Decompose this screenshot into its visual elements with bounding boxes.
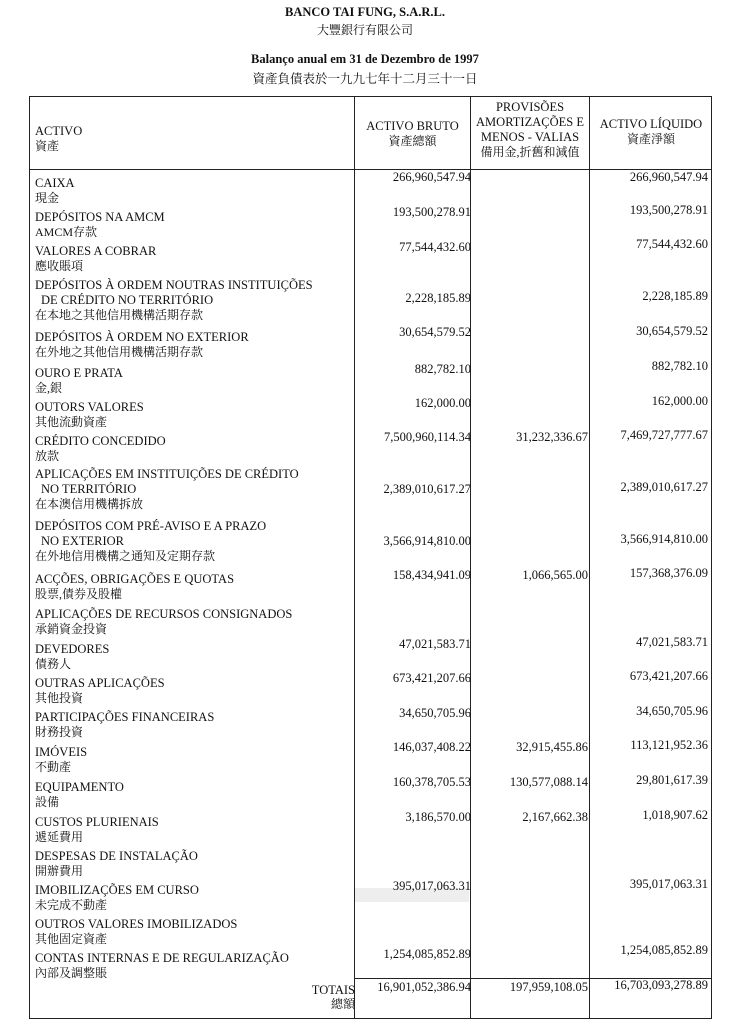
activo-bruto-value: 395,017,063.31 xyxy=(392,879,471,893)
header-bruto-label-chinese: 資產總額 xyxy=(388,134,437,148)
activo-liquido-value: 2,228,185.89 xyxy=(642,289,708,303)
row-label-chinese: 其他固定資產 xyxy=(35,932,108,946)
activo-bruto-value: 162,000.00 xyxy=(414,396,471,410)
activo-liquido-value: 1,018,907.62 xyxy=(642,808,708,822)
header-prov-line1: PROVISÕES xyxy=(495,100,565,114)
activo-bruto-value: 266,960,547.94 xyxy=(392,170,471,184)
header-activo-label-chinese: 資產 xyxy=(35,139,60,153)
row-label-chinese: 在外地信用機構之通知及定期存款 xyxy=(35,549,216,563)
row-label xyxy=(35,642,109,672)
row-label-chinese: 金,銀 xyxy=(35,381,63,395)
row-label-chinese: 開辦費用 xyxy=(35,864,84,878)
row-label-text: OUTORS VALORES xyxy=(35,400,144,414)
header-bruto-label: ACTIVO BRUTO xyxy=(366,119,459,133)
row-label-chinese: 股票,債券及股權 xyxy=(35,587,123,601)
activo-liquido-value: 157,368,376.09 xyxy=(629,566,708,580)
activo-bruto-value: 146,037,408.22 xyxy=(392,740,471,754)
row-label-chinese: 放款 xyxy=(35,449,60,463)
header-activo-liquido xyxy=(590,117,712,147)
document-title-chinese: 資產負債表於一九九七年十二月三十一日 xyxy=(252,72,478,86)
totals-label-chinese: 總額 xyxy=(330,997,355,1011)
activo-liquido-value: 395,017,063.31 xyxy=(629,877,708,891)
row-label-text: ACÇÕES, OBRIGAÇÕES E QUOTAS xyxy=(35,572,235,586)
activo-liquido-value: 7,469,727,777.67 xyxy=(620,428,708,442)
row-label xyxy=(35,400,144,430)
row-label-text: DEPÓSITOS COM PRÉ-AVISO E A PRAZO xyxy=(35,519,267,533)
row-label-text: NO EXTERIOR xyxy=(41,534,124,548)
provisoes-value: 32,915,455.86 xyxy=(516,740,588,754)
row-label-chinese: AMCM存款 xyxy=(35,225,98,239)
activo-bruto-value: 34,650,705.96 xyxy=(399,706,471,720)
row-label-text: DEPÓSITOS NA AMCM xyxy=(35,210,165,224)
activo-bruto-value: 30,654,579.52 xyxy=(399,325,471,339)
row-label xyxy=(35,244,156,274)
activo-liquido-value: 2,389,010,617.27 xyxy=(620,480,708,494)
header-liquido-label: ACTIVO LÍQUIDO xyxy=(599,117,703,131)
row-label-text: APLICAÇÕES EM INSTITUIÇÕES DE CRÉDITO xyxy=(35,467,299,481)
row-label xyxy=(35,366,123,396)
activo-liquido-value: 3,566,914,810.00 xyxy=(620,532,708,546)
activo-liquido-value: 47,021,583.71 xyxy=(636,635,708,649)
provisoes-value: 31,232,336.67 xyxy=(516,430,588,444)
header-provisoes xyxy=(471,100,589,160)
row-label xyxy=(35,330,249,360)
activo-bruto-value: 77,544,432.60 xyxy=(399,240,471,254)
row-label-text: OUTRAS APLICAÇÕES xyxy=(35,676,165,690)
row-label-text: CUSTOS PLURIENAIS xyxy=(35,815,159,829)
activo-liquido-value: 162,000.00 xyxy=(651,394,708,408)
total-activo-bruto: 16,901,052,386.94 xyxy=(377,980,471,994)
row-label-text: EQUIPAMENTO xyxy=(35,780,124,794)
row-label-chinese: 其他投資 xyxy=(35,691,84,705)
row-label xyxy=(35,849,198,879)
row-label-text: APLICAÇÕES DE RECURSOS CONSIGNADOS xyxy=(35,607,293,621)
document-title: Balanço anual em 31 de Dezembro de 1997 xyxy=(251,52,479,66)
row-label-chinese: 設備 xyxy=(35,795,60,809)
row-label-text: IMOBILIZAÇÕES EM CURSO xyxy=(35,883,199,897)
header-activo-bruto xyxy=(355,119,470,149)
header-activo xyxy=(35,124,82,154)
row-label-chinese: 在外地之其他信用機構活期存款 xyxy=(35,345,204,359)
activo-liquido-value: 34,650,705.96 xyxy=(636,704,708,718)
activo-liquido-value: 30,654,579.52 xyxy=(636,324,708,338)
row-label-text: DESPESAS DE INSTALAÇÃO xyxy=(35,849,198,863)
row-label xyxy=(35,710,214,740)
row-label-chinese: 未完成不動產 xyxy=(35,898,108,912)
row-label-chinese: 在本地之其他信用機構活期存款 xyxy=(35,308,204,322)
provisoes-value: 130,577,088.14 xyxy=(509,775,588,789)
totals-label xyxy=(312,983,355,1011)
row-label xyxy=(35,434,166,464)
row-label xyxy=(35,780,124,810)
row-label xyxy=(35,917,237,947)
activo-bruto-value: 193,500,278.91 xyxy=(392,205,471,219)
row-label xyxy=(35,176,75,206)
header-activo-label: ACTIVO xyxy=(35,124,83,138)
row-label xyxy=(35,607,292,637)
row-label-text: DEPÓSITOS À ORDEM NO EXTERIOR xyxy=(35,330,249,344)
row-label-text: PARTICIPAÇÕES FINANCEIRAS xyxy=(35,710,215,724)
column-divider xyxy=(354,96,355,1019)
activo-bruto-value: 158,434,941.09 xyxy=(392,568,471,582)
activo-bruto-value: 882,782.10 xyxy=(414,362,471,376)
activo-liquido-value: 29,801,617.39 xyxy=(636,773,708,787)
totals-label-text: TOTAIS xyxy=(311,983,355,997)
bank-name-chinese: 大豐銀行有限公司 xyxy=(316,23,413,37)
total-provisoes: 197,959,108.05 xyxy=(509,980,588,994)
header-liquido-label-chinese: 資產淨額 xyxy=(626,132,675,146)
header-prov-line3: MENOS - VALIAS xyxy=(480,130,580,144)
row-label-text: CRÉDITO CONCEDIDO xyxy=(35,434,166,448)
activo-bruto-value: 2,228,185.89 xyxy=(405,291,471,305)
row-label xyxy=(35,815,159,845)
activo-liquido-value: 77,544,432.60 xyxy=(636,237,708,251)
row-label-chinese: 債務人 xyxy=(35,657,72,671)
row-label-chinese: 現金 xyxy=(35,191,60,205)
row-label xyxy=(35,467,299,512)
header-divider xyxy=(29,169,712,170)
row-label xyxy=(35,210,165,240)
header-prov-line2: AMORTIZAÇÕES E xyxy=(476,115,584,129)
row-label xyxy=(35,278,313,323)
activo-bruto-value: 1,254,085,852.89 xyxy=(383,947,471,961)
activo-liquido-value: 882,782.10 xyxy=(651,359,708,373)
row-label xyxy=(35,519,266,564)
row-label-text: DEPÓSITOS À ORDEM NOUTRAS INSTITUIÇÕES xyxy=(35,278,313,292)
row-label-chinese: 應收賬項 xyxy=(35,259,84,273)
row-label-chinese: 承銷資金投資 xyxy=(35,622,108,636)
row-label xyxy=(35,572,234,602)
row-label-text: OUTROS VALORES IMOBILIZADOS xyxy=(35,917,238,931)
row-label xyxy=(35,676,165,706)
activo-liquido-value: 1,254,085,852.89 xyxy=(620,943,708,957)
row-label-text: DEVEDORES xyxy=(35,642,110,656)
row-label-chinese: 在本澳信用機構拆放 xyxy=(35,497,144,511)
row-label-chinese: 內部及調整賬 xyxy=(35,966,108,980)
row-label xyxy=(35,745,87,775)
activo-liquido-value: 266,960,547.94 xyxy=(629,170,708,184)
activo-bruto-value: 7,500,960,114.34 xyxy=(383,430,471,444)
activo-liquido-value: 673,421,207.66 xyxy=(629,669,708,683)
row-label-text: OURO E PRATA xyxy=(35,366,123,380)
column-divider xyxy=(589,96,590,1019)
activo-bruto-value: 3,186,570.00 xyxy=(405,810,471,824)
total-activo-liquido: 16,703,093,278.89 xyxy=(614,978,708,992)
activo-liquido-value: 113,121,952.36 xyxy=(630,738,708,752)
activo-bruto-value: 47,021,583.71 xyxy=(399,637,471,651)
provisoes-value: 2,167,662.38 xyxy=(522,810,588,824)
row-label xyxy=(35,951,289,981)
row-label-text: VALORES A COBRAR xyxy=(35,244,157,258)
provisoes-value: 1,066,565.00 xyxy=(522,568,588,582)
row-label-text: CONTAS INTERNAS E DE REGULARIZAÇÃO xyxy=(35,951,289,965)
row-label-chinese: 財務投資 xyxy=(35,725,84,739)
activo-bruto-value: 160,378,705.53 xyxy=(392,775,471,789)
header-prov-label-chinese: 備用金,折舊和減值 xyxy=(480,145,580,159)
row-label-text: IMÓVEIS xyxy=(35,745,88,759)
row-label-chinese: 不動產 xyxy=(35,760,72,774)
activo-bruto-value: 3,566,914,810.00 xyxy=(383,534,471,548)
row-label-chinese: 遞延費用 xyxy=(35,830,84,844)
row-label-text: NO TERRITÓRIO xyxy=(41,482,137,496)
bank-name: BANCO TAI FUNG, S.A.R.L. xyxy=(285,5,445,19)
row-label xyxy=(35,883,199,913)
activo-bruto-value: 673,421,207.66 xyxy=(392,671,471,685)
activo-bruto-value: 2,389,010,617.27 xyxy=(383,482,471,496)
row-label-text: DE CRÉDITO NO TERRITÓRIO xyxy=(41,293,214,307)
activo-liquido-value: 193,500,278.91 xyxy=(629,203,708,217)
row-label-chinese: 其他流動資產 xyxy=(35,415,108,429)
row-label-text: CAIXA xyxy=(35,176,75,190)
